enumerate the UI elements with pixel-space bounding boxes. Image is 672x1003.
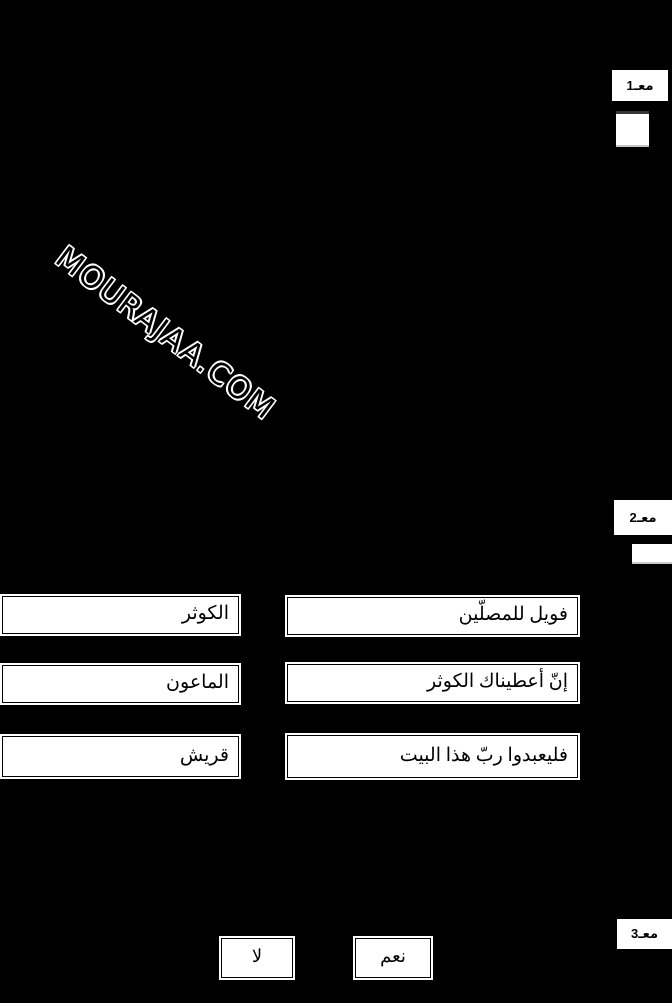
criterion-2-score-box[interactable]	[632, 544, 672, 564]
surah-box-3[interactable]	[2, 736, 239, 777]
surah-box-2[interactable]	[2, 665, 239, 703]
verse-box-1[interactable]	[287, 597, 578, 635]
criterion-3-label: معـ3	[630, 926, 659, 941]
criterion-2-badge	[614, 500, 672, 535]
criterion-2-label: معـ2	[629, 509, 657, 525]
yes-button-label: نعم	[380, 946, 406, 966]
criterion-3-badge	[617, 919, 672, 949]
verse-box-3[interactable]	[287, 735, 578, 778]
surah-box-1[interactable]	[2, 596, 239, 634]
verse-box-3-text: فليعبدوا ربّ هذا البيت	[399, 744, 568, 766]
verse-box-2[interactable]	[287, 664, 578, 702]
no-button-label: لا	[251, 946, 263, 966]
yes-button[interactable]	[355, 938, 431, 978]
verse-box-1-text: فويل للمصلّين	[458, 604, 568, 625]
criterion-1-badge	[612, 70, 668, 101]
surah-box-2-text: الماعون	[166, 672, 229, 693]
criterion-1-label: معـ1	[626, 77, 654, 93]
criterion-1-score-box[interactable]	[616, 111, 649, 147]
surah-box-3-text: قريش	[179, 744, 229, 766]
watermark-text: MOURAJAA.COM	[48, 240, 282, 428]
surah-box-1-text: الكوثر	[181, 603, 229, 624]
no-button[interactable]	[221, 938, 293, 978]
verse-box-2-text: إنّ أعطيناك الكوثر	[427, 671, 568, 692]
